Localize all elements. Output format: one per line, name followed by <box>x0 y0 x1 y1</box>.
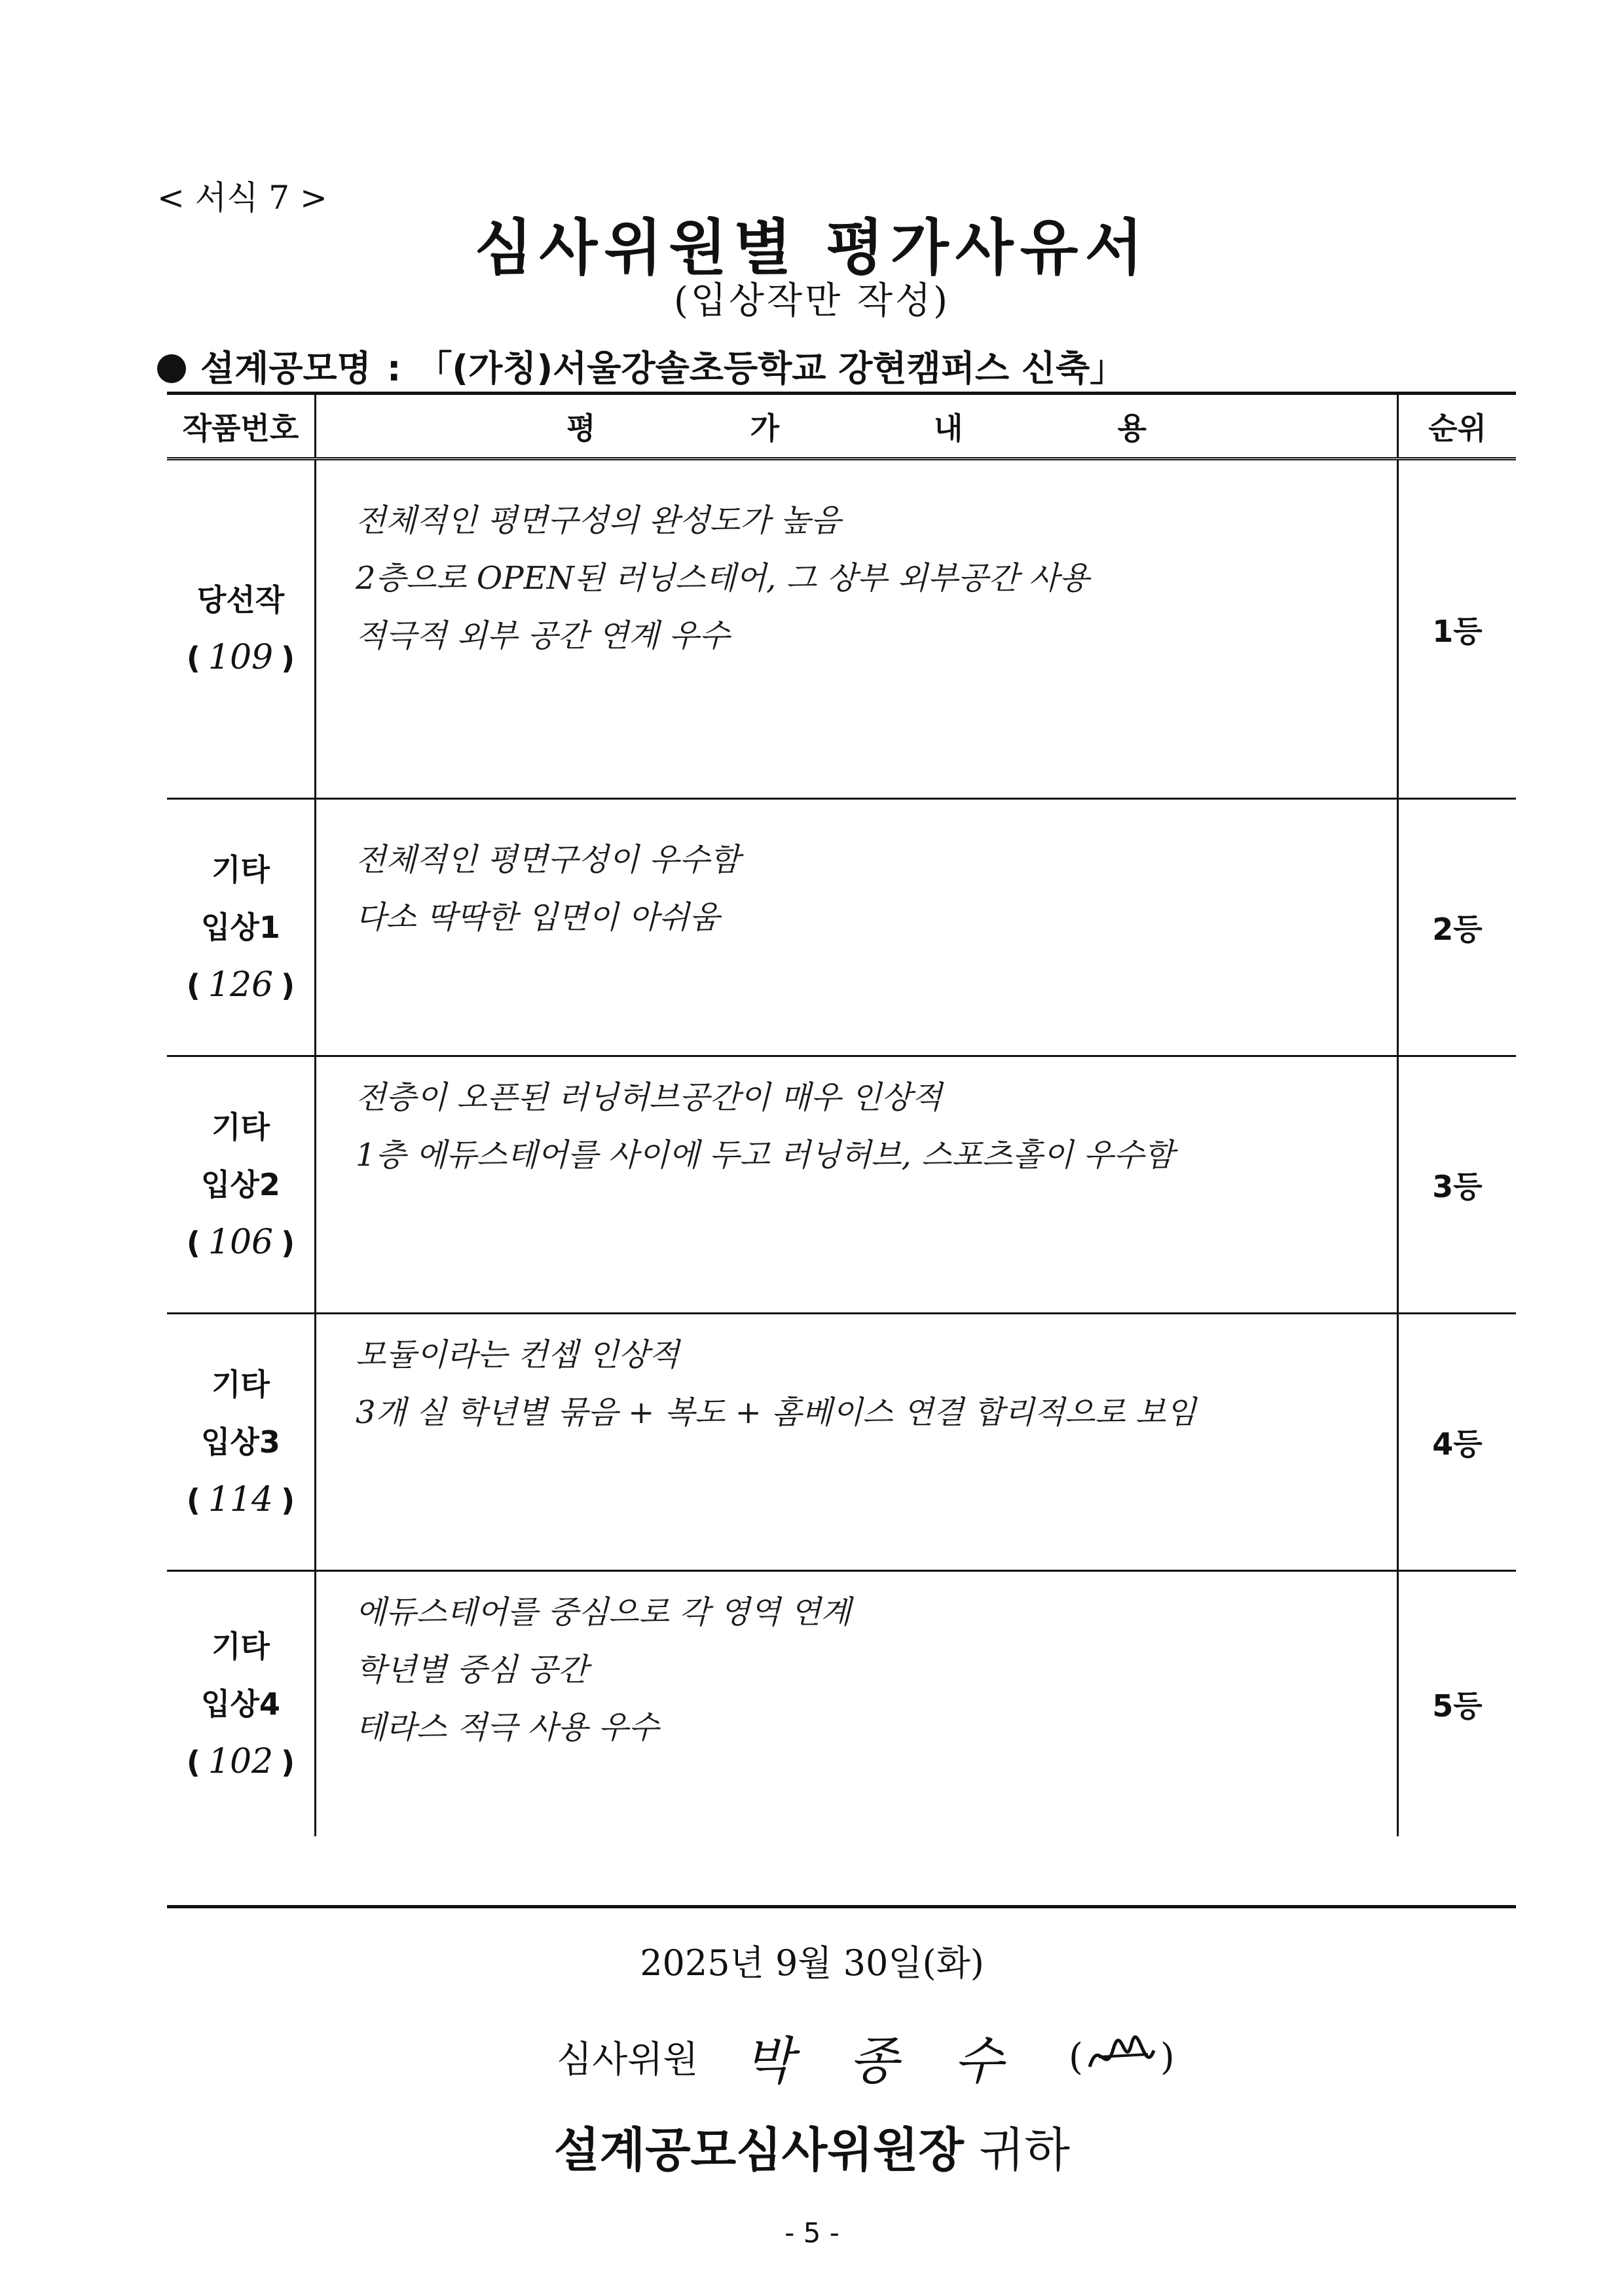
document-title: 심사위원별 평가사유서 <box>474 213 1150 283</box>
signature-mark <box>1069 2031 1175 2083</box>
entry-number: ( 109 ) <box>186 638 295 677</box>
evaluation-content <box>316 800 1397 1055</box>
bullet-icon <box>157 354 186 383</box>
entry-label <box>167 1057 316 1312</box>
entry-number: ( 126 ) <box>186 965 295 1005</box>
evaluation-line: 테라스 적극 사용 우수 <box>356 1709 659 1746</box>
entry-label-line: 기타 <box>212 1109 270 1145</box>
table-row <box>167 460 1516 800</box>
addressee-suffix: 귀하 <box>978 2122 1070 2177</box>
entry-number: ( 102 ) <box>186 1741 295 1781</box>
table-row <box>167 800 1516 1057</box>
entry-label-line: 당선작 <box>196 582 285 618</box>
header-content <box>316 395 1397 457</box>
table-row <box>167 1314 1516 1572</box>
evaluation-line: 2층으로 OPEN된 러닝스테어, 그 상부 외부공간 사용 <box>356 560 1090 597</box>
signature-paren-close: ) <box>1160 2035 1175 2079</box>
entry-label-line: 입상4 <box>201 1686 280 1722</box>
project-separator: : <box>386 348 401 389</box>
form-number-label: < 서식 7 > <box>157 179 327 217</box>
project-name: 「(가칭)서울강솔초등학교 강현캠퍼스 신축」 <box>416 348 1126 389</box>
rank-cell: 2등 <box>1397 800 1516 1055</box>
project-label: 설계공모명 <box>200 348 371 389</box>
evaluation-table <box>167 392 1516 1908</box>
evaluation-content <box>316 1572 1397 1836</box>
entry-label-line: 기타 <box>212 851 270 887</box>
evaluation-line: 전층이 오픈된 러닝허브공간이 매우 인상적 <box>356 1079 942 1116</box>
table-row <box>167 1572 1516 1836</box>
addressee-main: 설계공모심사위원장 <box>554 2122 964 2177</box>
evaluation-line: 다소 딱딱한 입면이 아쉬움 <box>356 899 720 936</box>
evaluation-content <box>316 1057 1397 1312</box>
evaluation-line: 학년별 중심 공간 <box>356 1652 589 1688</box>
evaluation-content <box>316 460 1397 798</box>
signer-role: 심사위원 <box>557 2039 699 2081</box>
rank-cell: 4등 <box>1397 1314 1516 1570</box>
entry-label <box>167 1314 316 1570</box>
entry-label <box>167 1572 316 1836</box>
entry-label <box>167 460 316 798</box>
entry-label-line: 입상2 <box>201 1166 280 1202</box>
evaluation-line: 전체적인 평면구성의 완성도가 높음 <box>356 502 841 539</box>
document-subtitle: (입상작만 작성) <box>673 280 951 322</box>
project-line <box>157 341 1125 391</box>
evaluation-line: 3개 실 학년별 묶음 + 복도 + 홈베이스 연결 합리적으로 보임 <box>356 1394 1196 1431</box>
evaluation-line: 1층 에듀스테어를 사이에 두고 러닝허브, 스포츠홀이 우수함 <box>356 1137 1175 1174</box>
signature-scribble-icon <box>1086 2031 1158 2083</box>
evaluation-content <box>316 1314 1397 1570</box>
rank-cell: 3등 <box>1397 1057 1516 1312</box>
signature-paren-open: ( <box>1069 2035 1083 2079</box>
signature-line <box>557 2020 1175 2094</box>
entry-number: ( 114 ) <box>186 1479 295 1519</box>
evaluation-line: 에듀스테어를 중심으로 각 영역 연계 <box>356 1594 851 1631</box>
entry-label-line: 기타 <box>212 1628 270 1664</box>
entry-label-line: 입상3 <box>201 1424 280 1460</box>
header-rank: 순위 <box>1397 395 1516 457</box>
entry-number: ( 106 ) <box>186 1222 295 1262</box>
table-header-row <box>167 395 1516 460</box>
evaluation-line: 적극적 외부 공간 연계 우수 <box>356 618 730 654</box>
entry-label-line: 입상1 <box>201 909 280 945</box>
addressee <box>0 2112 1624 2180</box>
header-content-text: 평 가 내 용 <box>566 410 1219 446</box>
rank-cell: 1등 <box>1397 460 1516 798</box>
header-number: 작품번호 <box>167 395 316 457</box>
rank-cell: 5등 <box>1397 1572 1516 1836</box>
page-number: - 5 - <box>784 2217 840 2249</box>
entry-label <box>167 800 316 1055</box>
evaluation-line: 전체적인 평면구성이 우수함 <box>356 842 740 878</box>
document-date: 2025년 9월 30일(화) <box>640 1942 984 1984</box>
entry-label-line: 기타 <box>212 1366 270 1402</box>
evaluation-line: 모듈이라는 컨셉 인상적 <box>356 1337 680 1373</box>
table-row <box>167 1057 1516 1314</box>
signer-name: 박 종 수 <box>744 2032 1024 2091</box>
